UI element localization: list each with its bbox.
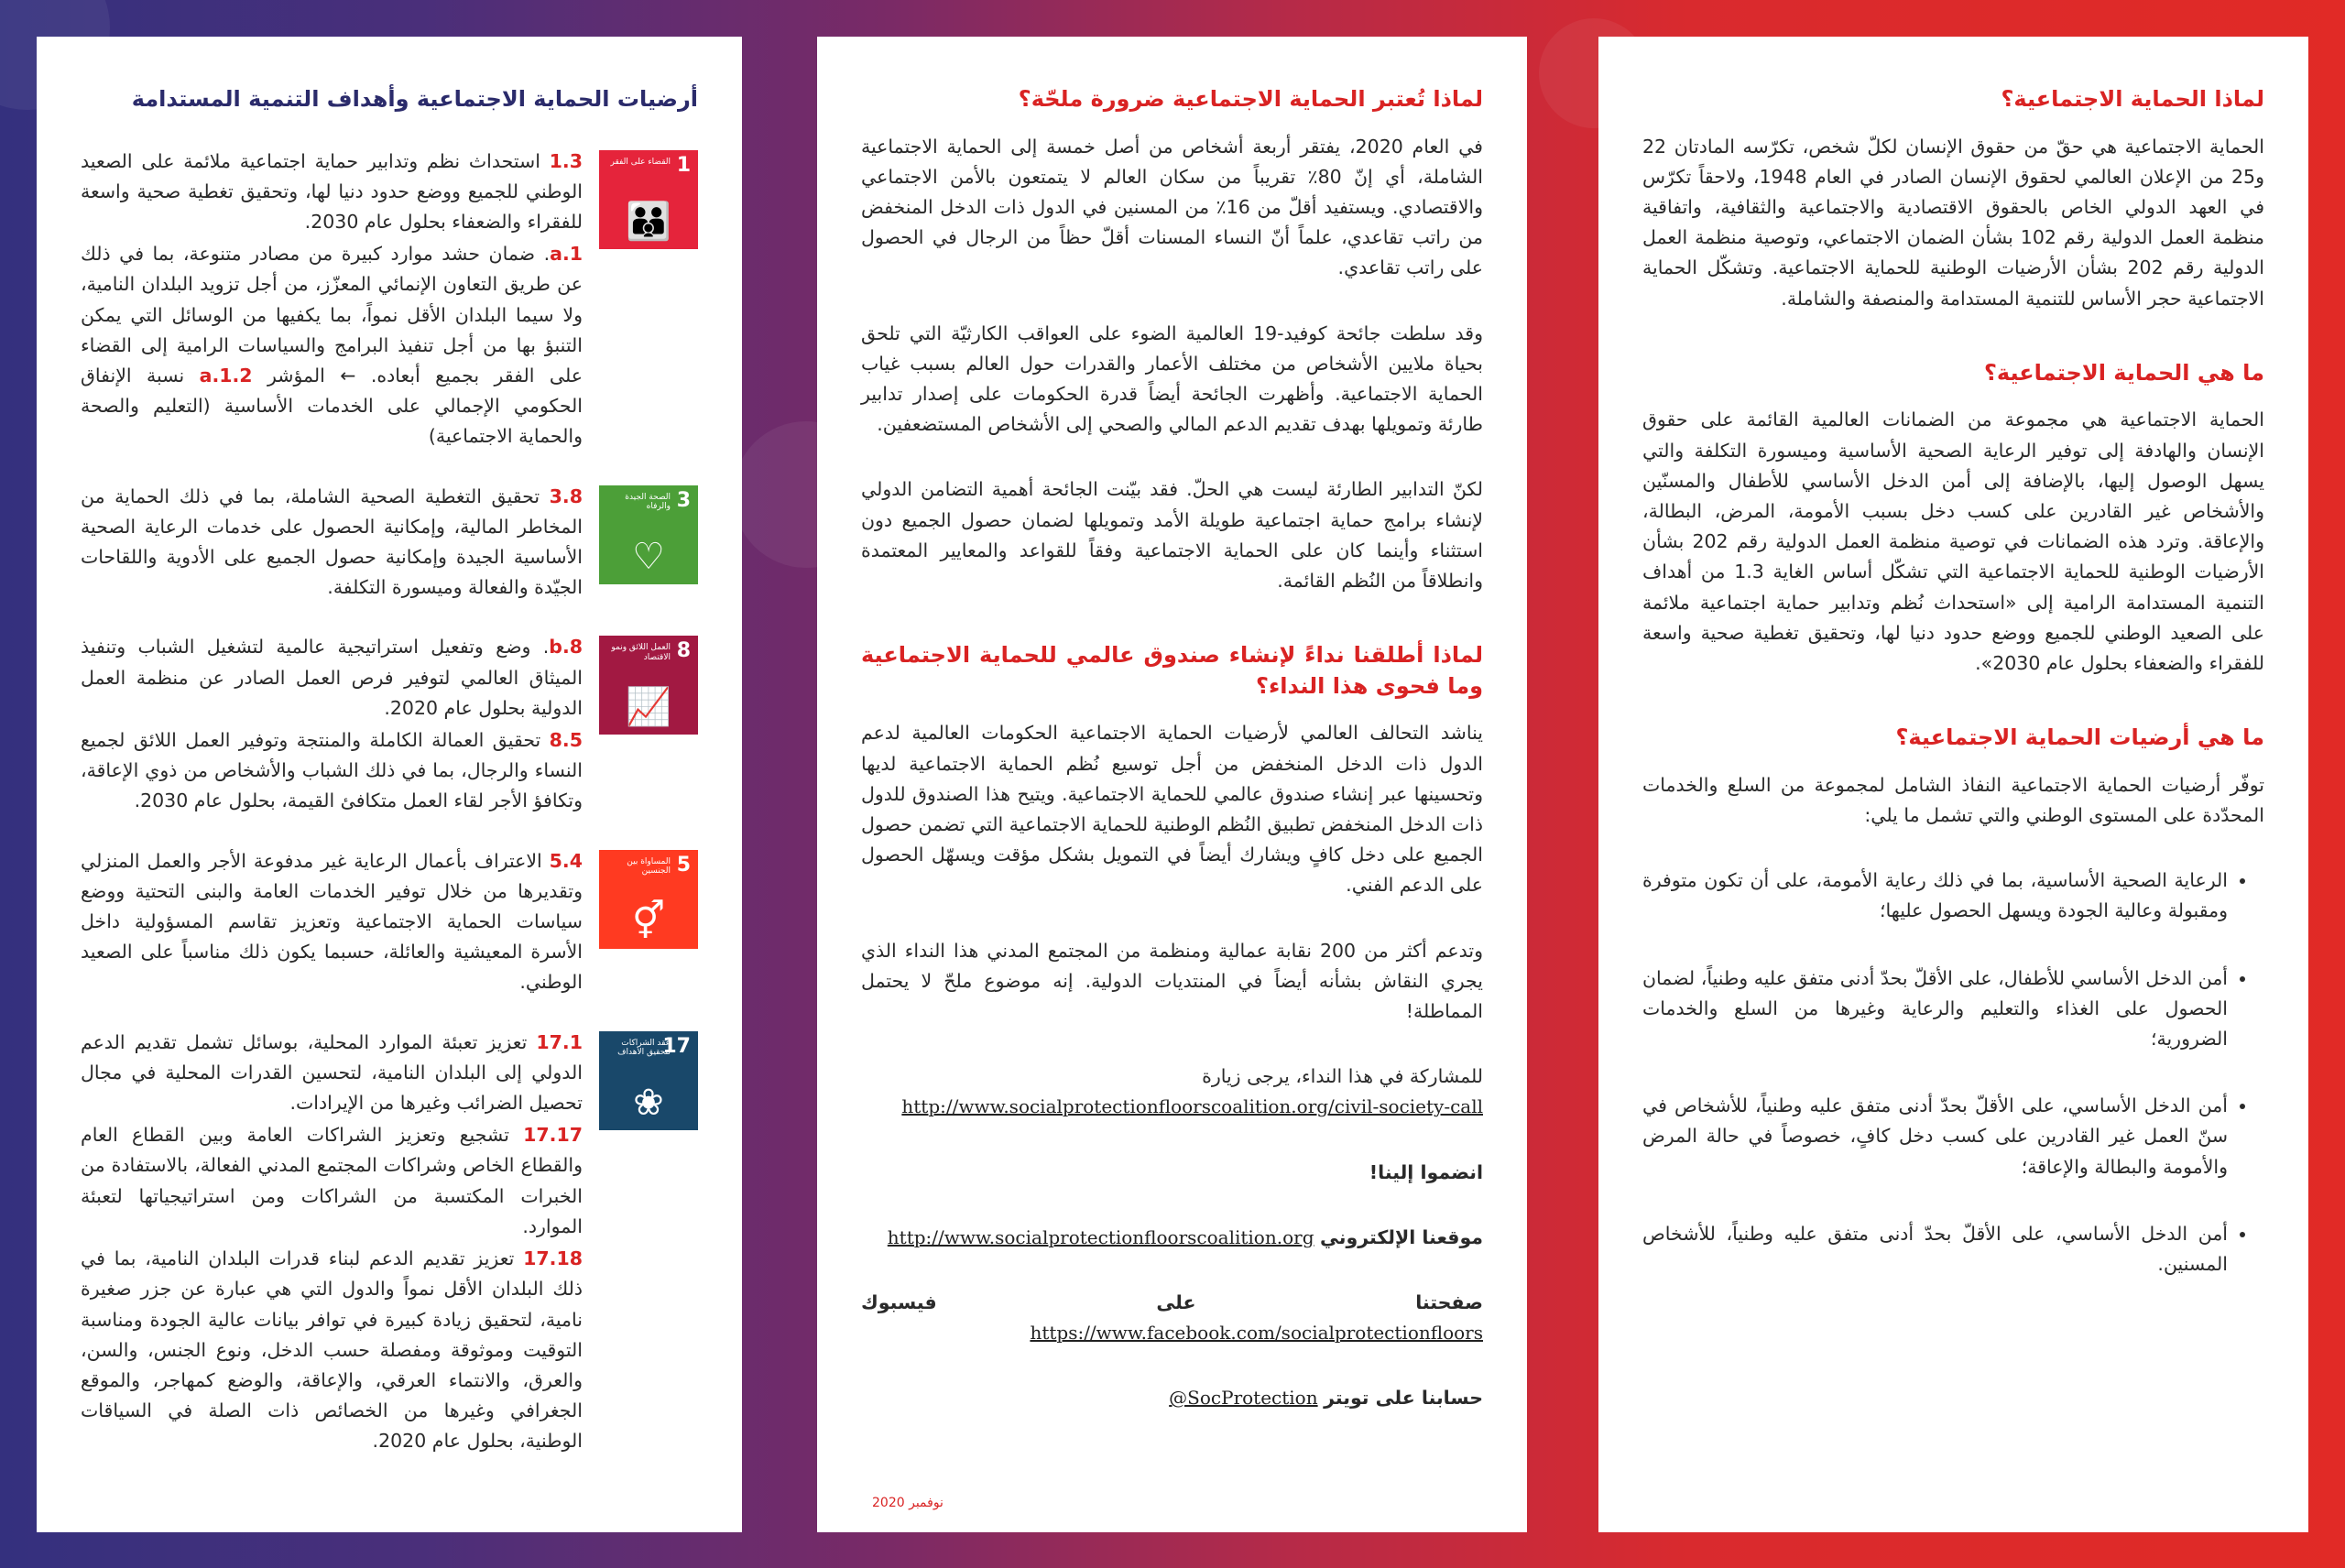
sdg-targets: [81, 632, 583, 818]
sdg-target: [81, 1120, 583, 1242]
facebook-row: [861, 1288, 1483, 1348]
global-fund-paragraph-2: وتدعم أكثر من 200 نقابة عمالية ومنظمة من المجتمع المدني هذا النداء الذي يجري النقاش بشأنه أيضاً في المنتديات الدولية. إنه موضوع ملحّ لا يحتمل المماطلة!: [861, 939, 1483, 1023]
target-text: تشجيع وتعزيز الشراكات العامة وبين القطاع العام والقطاع الخاص وشراكات المجتمع المدني الفعالة، بالاستفادة من الخبرات المكتسبة من الشراكات ومن استراتيجياتها لتعبئة الموارد.: [81, 1124, 583, 1237]
sdg-glyph: ⚥: [631, 899, 666, 942]
target-number: 3.8: [549, 485, 583, 507]
sdg-targets: [81, 846, 583, 1000]
list-item: • الرعاية الصحية الأساسية، بما في ذلك رعاية الأمومة، على أن تكون متوفرة ومقبولة وعالية الجودة ويسهل الحصول عليها؛: [1642, 866, 2228, 926]
sdg-target: [81, 632, 583, 724]
twitter-label: حسابنا على تويتر: [1324, 1387, 1483, 1410]
participate-paragraph: [861, 1062, 1483, 1122]
participate-text: للمشاركة في هذا النداء، يرجى زيارة: [1202, 1065, 1483, 1088]
gender-equality-icon: [599, 850, 698, 949]
no-poverty-icon: [599, 150, 698, 249]
sdg-targets: [81, 482, 583, 605]
target-text: . وضع وتفعيل استراتيجية عالمية لتشغيل الشباب وتنفيذ الميثاق العالمي لتوفير فرص العمل الصادر عن منظمة العمل الدولية بحلول عام 2020.: [81, 636, 583, 719]
sdg-glyph: 📈: [626, 686, 671, 729]
sdg-title: القضاء على الفقر: [610, 157, 671, 167]
list-item: • أمن الدخل الأساسي، على الأقلّ بحدّ أدنى متفق عليه وطنياً، للأشخاص المسنين.: [1642, 1219, 2228, 1279]
sdg-targets: [81, 147, 583, 454]
website-label: موقعنا الإلكتروني: [1320, 1225, 1483, 1248]
target-number: 17.1: [536, 1030, 583, 1053]
list-item: • أمن الدخل الأساسي للأطفال، على الأقلّ بحدّ أدنى متفق عليه وطنياً، لضمان الحصول على الغذاء والتعليم والرعاية وغيرها من السلع والخدمات الضرورية؛: [1642, 964, 2228, 1055]
floors-paragraph: توفّر أرضيات الحماية الاجتماعية النفاذ الشامل لمجموعة من السلع والخدمات المحدّدة على المستوى الوطني والتي تشمل ما يلي:: [1642, 773, 2264, 827]
goals-list: [81, 147, 698, 1459]
sdg-title: العمل اللائق ونمو الاقتصاد: [611, 643, 671, 663]
panel-why-social-protection: [1598, 37, 2308, 1532]
decent-work-icon: [599, 636, 698, 735]
good-health-icon: [599, 485, 698, 584]
target-text: تعزيز تعبئة الموارد المحلية، بوسائل تشمل تقديم الدعم الدولي إلى البلدان النامية، لتحسين القدرات المحلية في مجال تحصيل الضرائب وغيرها من الإيرادات.: [81, 1030, 583, 1115]
target-number: 17.17: [523, 1124, 583, 1147]
urgency-heading: لماذا تُعتبر الحماية الاجتماعية ضرورة ملحّة؟: [1018, 86, 1483, 112]
urgency-paragraph-2: وقد سلطت جائحة كوفيد-19 العالمية الضوء على العواقب الكارثيّة التي تلحق بحياة ملايين الأشخاص من مختلف الأعمار والقدرات حول العالم بسبب غياب الحماية الاجتماعية. وأظهرت الجائحة أيضاً قدرة الحكومات على إصدار تدابير طارئة وتمويلها بهدف تقديم الدعم المالي والصحي إلى الأشخاص المستضعفين.: [861, 321, 1483, 436]
target-number: 17.18: [523, 1247, 583, 1270]
twitter-row: [861, 1383, 1483, 1413]
sdg-glyph: ♡: [632, 535, 665, 578]
twitter-link[interactable]: @SocProtection: [1169, 1387, 1318, 1410]
sdg-number: 5: [676, 853, 691, 877]
target-text: تعزيز تقديم الدعم لبناء قدرات البلدان النامية، بما في ذلك البلدان الأقل نمواً والدول التي هي عبارة عن جزر صغيرة نامية، لتحقيق زيادة كبيرة في توافر بيانات عالية الجودة ومناسبة التوقيت وموثوقة ومفصلة حسب الدخل، ونوع الجنس، والسن، والعرق، والانتماء العرقي، والإعاقة، والوضع كمهاجر، والموقع الجغرافي وغيرها من الخصائص ذات الصلة في السياقات الوطنية، بحلول عام 2020.: [81, 1247, 583, 1453]
list-item: • أمن الدخل الأساسي، على الأقلّ بحدّ أدنى متفق عليه وطنياً، للأشخاص في سنّ العمل غير القادرين على كسب دخل كافٍ، خصوصاً في حالة المرض والأمومة والبطالة والإعاقة؛: [1642, 1091, 2228, 1182]
floors-heading: ما هي أرضيات الحماية الاجتماعية؟: [1895, 724, 2264, 751]
website-link[interactable]: http://www.socialprotectionfloorscoalition.org: [887, 1225, 1314, 1248]
publication-date: نوفمبر 2020: [872, 1496, 943, 1510]
website-row: [861, 1223, 1483, 1253]
sdg-glyph: 👪: [626, 200, 671, 243]
why-heading: لماذا الحماية الاجتماعية؟: [2001, 86, 2264, 112]
sdg-glyph: ❀: [633, 1081, 664, 1124]
sdg-goal-block: [81, 482, 698, 605]
target-number: 5.4: [549, 849, 583, 872]
partnerships-icon: [599, 1031, 698, 1130]
sdg-target: [81, 1244, 583, 1456]
civil-society-call-link[interactable]: http://www.socialprotectionfloorscoalition.org/civil-society-call: [901, 1095, 1483, 1118]
sdg-number: 17: [662, 1034, 691, 1058]
join-us-heading: انضموا إلينا!: [1369, 1160, 1483, 1183]
global-fund-heading: لماذا أطلقنا نداءً لإنشاء صندوق عالمي للحماية الاجتماعية وما فحوى هذا النداء؟: [861, 642, 1483, 699]
sdg-target: [81, 1028, 583, 1119]
urgency-paragraph-1: في العام 2020، يفتقر أربعة أشخاص من أصل خمسة إلى الحماية الاجتماعية الشاملة، أي إنّ 80٪ تقريباً من سكان العالم لا يتمتعون بالأمن الاجتماعي والاقتصادي. ويستفيد أقلّ من 16٪ من المسنين في الدول ذات الدخل المنخفض من راتب تقاعدي، علماً أنّ النساء المسنات أقلّ حظاً من الرجال في الحصول على راتب تقاعدي.: [861, 135, 1483, 279]
target-text: استحداث نظم وتدابير حماية اجتماعية ملائمة على الصعيد الوطني للجميع ووضع حدود دنيا لها، وتحقيق تغطية صحية واسعة للفقراء والضعفاء بحلول عام 2030.: [81, 149, 583, 233]
sdg-title: عقد الشراكات لتحقيق الأهداف: [617, 1038, 671, 1058]
target-text: تحقيق التغطية الصحية الشاملة، بما في ذلك الحماية من المخاطر المالية، وإمكانية الحصول على خدمات الرعاية الصحية الأساسية الجيدة وإمكانية حصول الجميع على الأدوية واللقاحات الجيّدة والفعالة وميسورة التكلفة.: [81, 485, 583, 599]
target-number: 1.3: [549, 149, 583, 172]
target-text: الاعتراف بأعمال الرعاية غير مدفوعة الأجر والعمل المنزلي وتقديرها من خلال توفير الخدمات العامة والبنى التحتية ووضع سياسات الحماية الاجتماعية وتعزيز تقاسم المسؤولية داخل الأسرة المعيشية والعائلة، حسبما يكون ذلك مناسباً على الصعيد الوطني.: [81, 849, 583, 994]
floors-list: [1642, 866, 2264, 1279]
panel-sdgs: [37, 37, 742, 1532]
sdg-target: [81, 846, 583, 998]
target-number: b.8: [549, 636, 583, 659]
target-number: a.1: [550, 243, 583, 266]
facebook-label: صفحتنا على فيسبوك: [861, 1291, 1483, 1314]
sdg-number: 1: [676, 153, 691, 177]
sdg-target: [81, 482, 583, 604]
sdg-target: [81, 725, 583, 817]
sdg-target: [81, 239, 583, 452]
sdg-goal-block: [81, 147, 698, 454]
facebook-link[interactable]: https://www.facebook.com/socialprotectionfloors: [1030, 1322, 1483, 1345]
sdg-number: 3: [676, 488, 691, 512]
why-paragraph: الحماية الاجتماعية هي حقّ من حقوق الإنسان لكلّ شخص، تكرّسه المادتان 22 و25 من الإعلان العالمي لحقوق الإنسان الصادر في العام 1948، ولاحقاً تكرّس في العهد الدولي الخاص بالحقوق الاقتصادية والاجتماعية والثقافية، واتفاقية منظمة العمل الدولية رقم 102 بشأن الضمان الاجتماعي، وتوصية منظمة العمل الدولية رقم 202 بشأن الأرضيات الوطنية للحماية الاجتماعية. وتشكّل الحماية الاجتماعية حجر الأساس للتنمية المستدامة والمنصفة والشاملة.: [1642, 135, 2265, 310]
what-is-heading: ما هي الحماية الاجتماعية؟: [1983, 359, 2264, 386]
sdg-goal-block: [81, 846, 698, 1000]
global-fund-paragraph-1: يناشد التحالف العالمي لأرضيات الحماية الاجتماعية الحكومات العالمية لدعم الدول ذات الدخل المنخفض من أجل توسيع نُظم الحماية الاجتماعية لديها وتحسينها عبر إنشاء صندوق عالمي للحماية الاجتماعية. ويتيح هذا الصندوق للدول ذات الدخل المنخفض تطبيق النُظم الوطنية للحماية الاجتماعية التي تضمن حصول الجميع على دخل كافٍ ويشارك أيضاً في التمويل بشكل مؤقت ويسهّل الحصول على الدعم الفني.: [861, 722, 1483, 897]
what-is-paragraph: الحماية الاجتماعية هي مجموعة من الضمانات العالمية القائمة على حقوق الإنسان والهادفة إلى توفير الرعاية الصحية الأساسية وميسورة التكلفة والتي يسهل الوصول إليها، بالإضافة إلى أمن الدخل الأساسي للأطفال والمسنّين والأشخاص غير القادرين على كسب دخل بسبب الأمومة، المرض، البطالة، والإعاقة. وترد هذه الضمانات في توصية منظمة العمل الدولية رقم 202 بشأن الأرضيات الوطنية للحماية الاجتماعية التي تشكّل أساس الغاية 1.3 من أهداف التنمية المستدامة الرامية إلى «استحداث نُظم وتدابير حماية اجتماعية ملائمة على الصعيد الوطني للجميع ووضع حدود دنيا لها، وتحقيق تغطية صحية واسعة للفقراء والضعفاء بحلول عام 2030».: [1642, 408, 2264, 675]
sdg-title: الصحة الجيدة والرفاه: [625, 492, 671, 512]
target-text: تحقيق العمالة الكاملة والمنتجة وتوفير العمل اللائق لجميع النساء والرجال، بما في ذلك الشباب والأشخاص من ذوي الإعاقة، وتكافؤ الأجر لقاء العمل متكافئ القيمة، بحلول عام 2030.: [81, 729, 583, 812]
urgency-paragraph-3: لكنّ التدابير الطارئة ليست هي الحلّ. فقد بيّنت الجائحة أهمية التضامن الدولي لإنشاء برامج حماية اجتماعية طويلة الأمد وتمويلها لضمان حصول الجميع دون استثناء وأينما كان على الحماية الاجتماعية وفقاً للقواعد والمعايير المعتمدة وانطلاقاً من النُظم القائمة.: [861, 478, 1483, 593]
target-number: 8.5: [549, 729, 583, 752]
sdgs-heading: أرضيات الحماية الاجتماعية وأهداف التنمية المستدامة: [131, 86, 698, 112]
indicator-number: 2.a.1: [199, 365, 253, 387]
sdg-target: [81, 147, 583, 238]
indicator-text: نسبة الإنفاق الحكومي الإجمالي على الخدمات الأساسية (التعليم والصحة والحماية الاجتماعية): [81, 365, 583, 448]
sdg-targets: [81, 1028, 583, 1459]
target-text: . ضمان حشد موارد كبيرة من مصادر متنوعة، بما في ذلك عن طريق التعاون الإنمائي المعزّز، من أجل تزويد البلدان النامية، ولا سيما البلدان الأقل نمواً، بما يكفيها من الوسائل التي يمكن التنبؤ بها من أجل تنفيذ البرامج والسياسات الرامية إلى القضاء على الفقر بجميع أبعاده. ← المؤشر: [81, 243, 583, 387]
panel-urgency: [817, 37, 1527, 1532]
sdg-number: 8: [676, 639, 691, 663]
sdg-goal-block: [81, 632, 698, 818]
sdg-goal-block: [81, 1028, 698, 1459]
sdg-title: المساواة بين الجنسين: [627, 856, 671, 877]
